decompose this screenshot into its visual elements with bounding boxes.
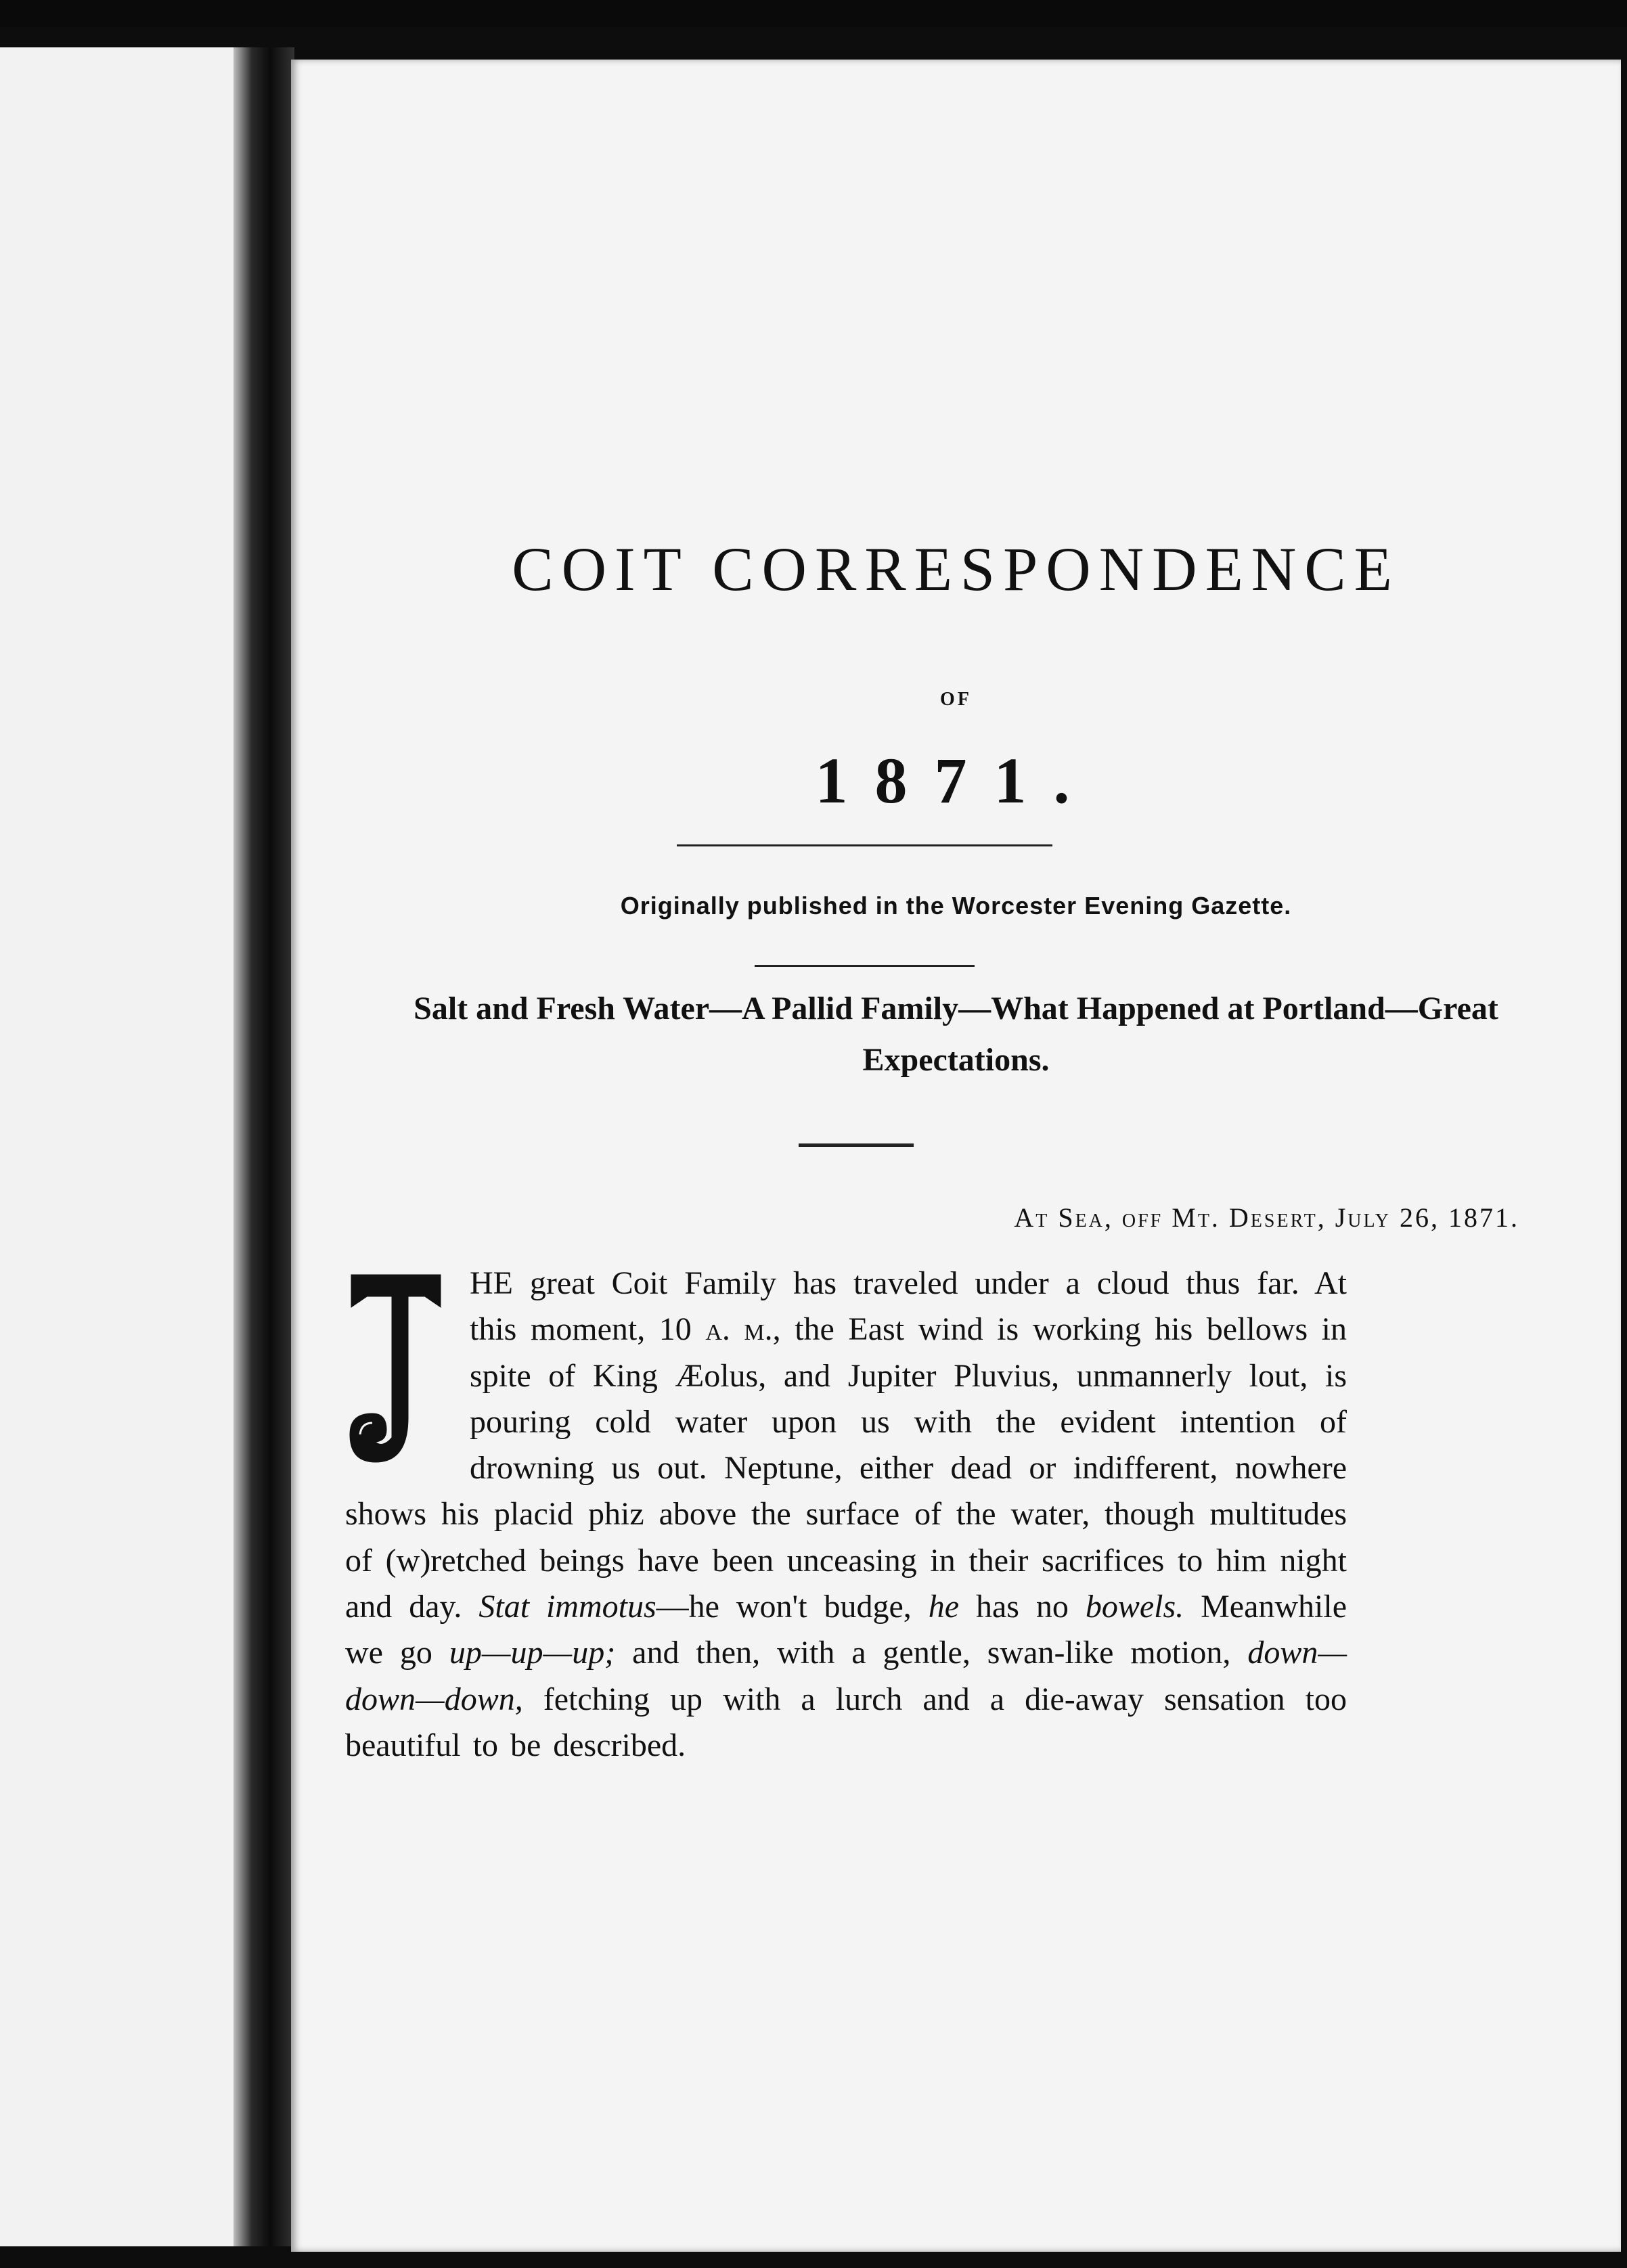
- italic-phrase-4: up—up—up;: [449, 1635, 616, 1671]
- time-marker: a. m.: [705, 1311, 773, 1348]
- book-gutter: [233, 47, 294, 2246]
- body-text-1: , the East wind is working his bellows in spite of King Æolus, and Jupiter Pluvius, unmannerly lout, is pouring cold water upon us with the evident intention of drowning us out. Neptune, either dead or indifferent, nowhere shows his placid phiz above the surface of the water, though multitudes of (w)retched beings have been unceasing in their sacrifices to him night and day.: [345, 1311, 1347, 1625]
- title-of-label: OF: [940, 689, 972, 710]
- page-title: COIT CORRESPONDENCE: [512, 535, 1400, 604]
- italic-phrase-5: down—down—down,: [345, 1635, 1347, 1717]
- body-opening: HE great Coit Family has traveled under a cloud thus far. At this moment, 10: [470, 1265, 1347, 1348]
- dateline: At Sea, off Mt. Desert, July 26, 1871.: [1014, 1202, 1519, 1233]
- title-year: 1871.: [815, 744, 1097, 817]
- drop-cap-letter: [345, 1269, 447, 1472]
- ornamental-t-icon: [345, 1269, 447, 1472]
- title-divider: [677, 844, 1052, 846]
- book-page: [291, 60, 1621, 2252]
- publication-note: Originally published in the Worcester Evening Gazette.: [620, 892, 1292, 920]
- italic-phrase-3: bowels.: [1085, 1589, 1184, 1625]
- article-body: [345, 1261, 1347, 1769]
- body-text-5: and then, with a gentle, swan-like motion,: [632, 1635, 1231, 1671]
- italic-phrase-2: he: [928, 1589, 960, 1625]
- article-headline: Salt and Fresh Water—A Pallid Family—What Happened at Portland—Great Expectations.: [414, 991, 1498, 1078]
- italic-phrase-1: Stat immotus: [478, 1589, 656, 1625]
- facing-page: [0, 47, 244, 2246]
- scan-top-edge: [0, 0, 1627, 27]
- body-text-6: fetching up with a lurch and a die-away sensation too beautiful to be described.: [345, 1681, 1347, 1763]
- note-divider: [755, 965, 975, 967]
- body-text-2: —he won't budge,: [656, 1589, 912, 1625]
- body-text-3: has no: [975, 1589, 1069, 1625]
- headline-divider: [799, 1143, 914, 1147]
- body-text-4: Meanwhile we go: [345, 1589, 1347, 1671]
